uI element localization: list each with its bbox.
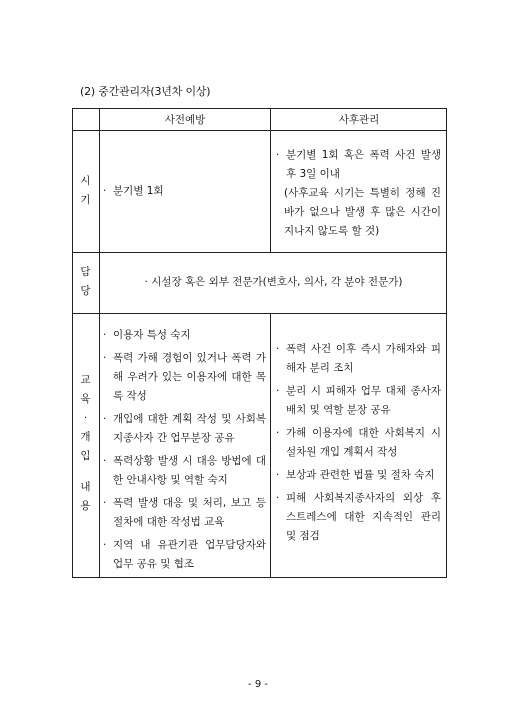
column-header-prevention: 사전예방 xyxy=(164,114,206,126)
column-header-aftercare: 사후관리 xyxy=(338,114,380,126)
timing-prevention-cell xyxy=(103,182,265,201)
table-divider xyxy=(270,313,271,578)
row-label-content: 교 육 · 개 입 내 용 xyxy=(80,374,91,512)
row-label-responsible: 담 당 xyxy=(80,266,91,297)
table-divider xyxy=(72,130,447,131)
list-item: · 분기별 1회 xyxy=(103,182,265,201)
responsible-cell: · 시설장 혹은 외부 전문가(변호사, 의사, 각 분야 전문가) xyxy=(144,276,403,288)
list-item: · 폭력 가해 경험이 있거나 폭력 가해 우려가 있는 이용자에 대한 목록 작성 xyxy=(103,349,266,406)
page-number: - 9 - xyxy=(248,679,268,690)
list-item: · 보상과 관련한 법률 및 절차 숙지 xyxy=(276,466,441,485)
list-item: · 폭력상황 발생 시 대응 방법에 대한 안내사항 및 역할 숙지 xyxy=(103,452,266,490)
list-item: · 지역 내 유관기관 업무담당자와 업무 공유 및 협조 xyxy=(103,536,266,574)
timing-aftercare-cell xyxy=(276,146,441,241)
table-divider xyxy=(72,252,447,253)
list-item: · 폭력 사건 이후 즉시 가해자와 피해자 분리 조치 xyxy=(276,340,441,378)
list-item: · 분기별 1회 혹은 폭력 사건 발생 후 3일 이내 xyxy=(276,146,441,184)
list-item: · 폭력 발생 대응 및 처리, 보고 등 절차에 대한 작성법 교육 xyxy=(103,494,266,532)
list-item: · 가해 이용자에 대한 사회복지 시설차원 개입 계획서 작성 xyxy=(276,424,441,462)
aftercare-note: (사후교육 시기는 특별히 정해 진바가 없으나 발생 후 많은 시간이 지나지 않도록 할 것) xyxy=(284,187,441,237)
table-divider xyxy=(72,313,447,314)
list-item: · 분리 시 피해자 업무 대체 종사자 배치 및 역할 분장 공유 xyxy=(276,382,441,420)
list-item: · 이용자 특성 숙지 xyxy=(103,326,266,345)
content-prevention-cell xyxy=(103,326,266,574)
row-label-timing: 시 기 xyxy=(80,175,91,206)
list-item: · 피해 사회복지종사자의 외상 후 스트레스에 대한 지속적인 관리 및 점검 xyxy=(276,489,441,546)
list-item: · 개입에 대한 계획 작성 및 사회복지종사자 간 업무분장 공유 xyxy=(103,410,266,448)
table-divider xyxy=(99,108,100,578)
section-heading: (2) 중간관리자(3년차 이상) xyxy=(80,85,211,98)
content-aftercare-cell xyxy=(276,340,441,546)
